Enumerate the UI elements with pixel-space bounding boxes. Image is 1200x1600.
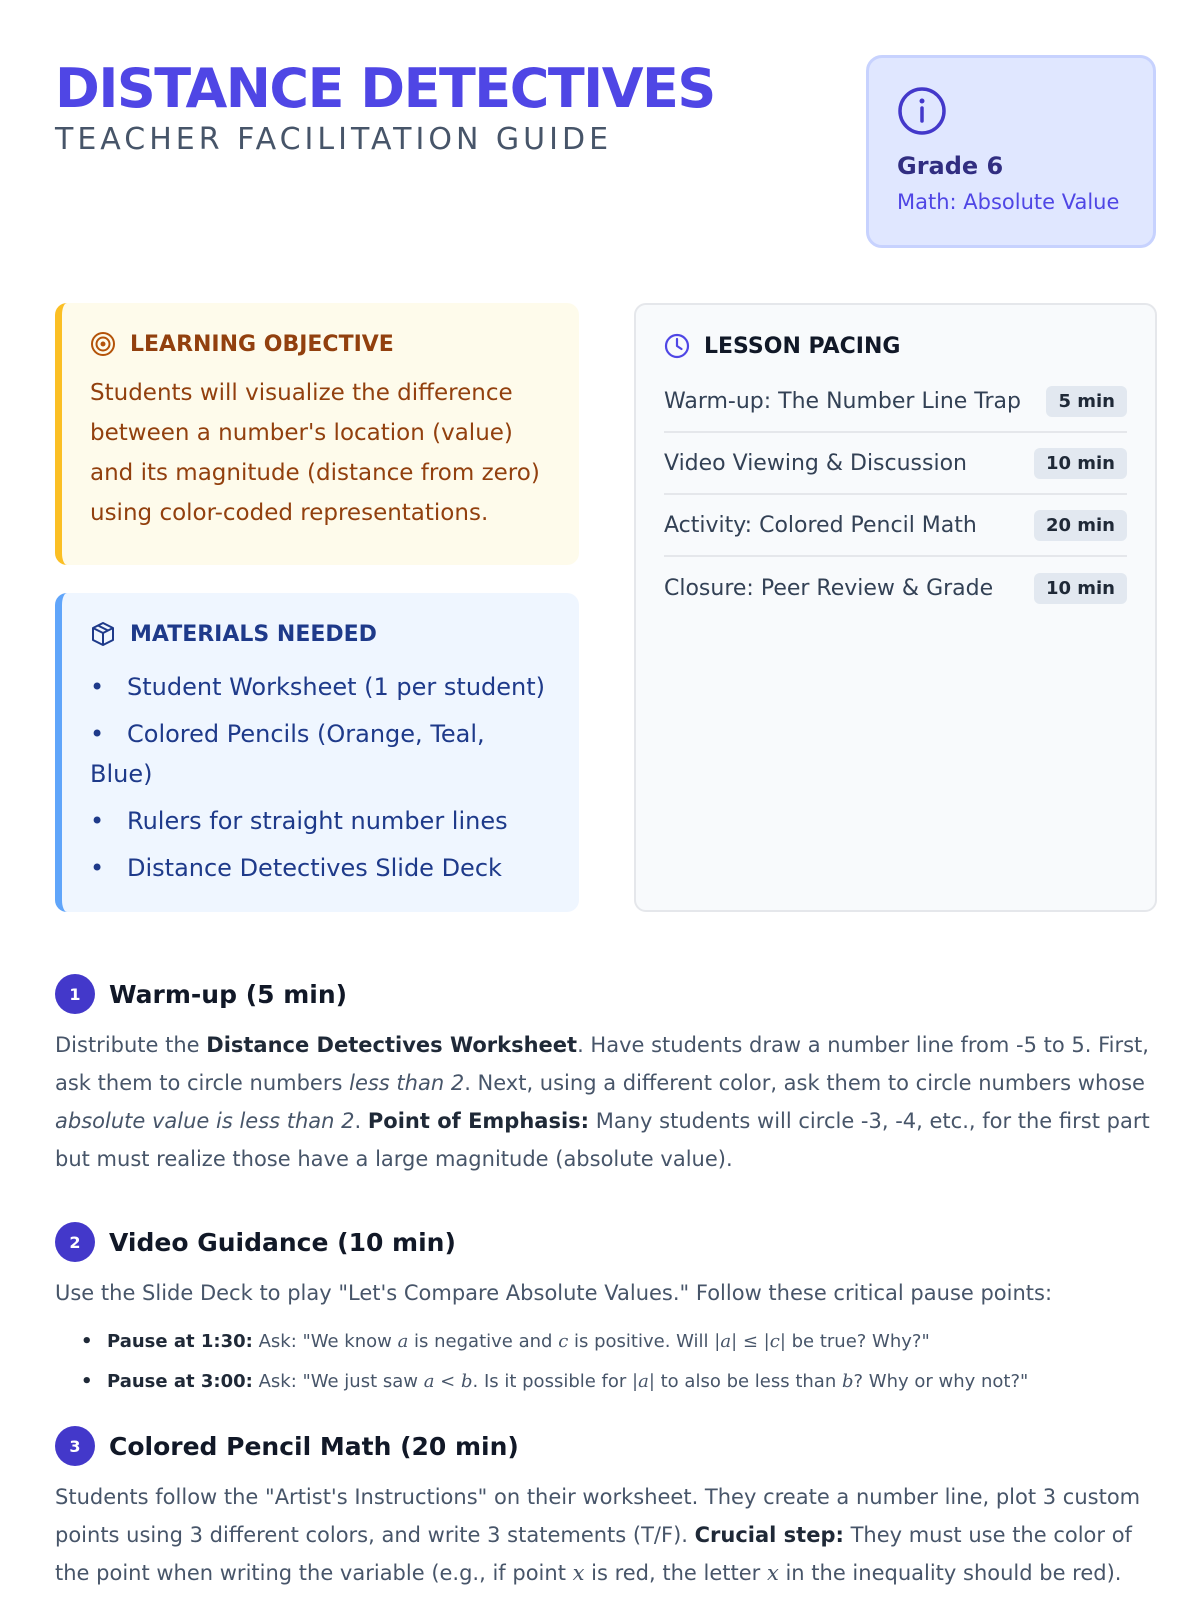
section-warm-up (55, 974, 1155, 1178)
list-item: • Distance Detectives Slide Deck (90, 854, 502, 882)
lesson-pacing-box (634, 303, 1157, 912)
pacing-label: Activity: Colored Pencil Math (664, 512, 977, 538)
grade-card (866, 55, 1156, 248)
grade-level: Grade 6 (897, 152, 1004, 180)
pacing-label: Warm-up: The Number Line Trap (664, 388, 1021, 414)
section-body: Students follow the "Artist's Instructions" on their worksheet. They create a number line, plot 3 custom points using 3 different colors, and write 3 statements (T/F). Crucial step: They must use the color of the point when writing the variable (e.g., if point x is red, the letter x in the inequality should be red). (55, 1485, 1141, 1585)
section-colored-pencil-math (55, 1426, 1155, 1592)
time-badge: 10 min (1034, 573, 1127, 604)
target-icon (90, 331, 116, 357)
list-item: • Student Worksheet (1 per student) (90, 673, 546, 701)
objective-text: Students will visualize the difference between a number's location (value) and its magnitude (distance from zero) using color-coded representations. (90, 380, 540, 526)
materials-heading (90, 621, 551, 647)
subject-label: Math: Absolute Value (897, 190, 1120, 214)
step-number-badge: 2 (55, 1222, 95, 1262)
section-heading (55, 1222, 1155, 1262)
info-icon (897, 86, 947, 136)
list-item: • Rulers for straight number lines (90, 807, 508, 835)
pause-points-list (55, 1322, 1155, 1402)
time-badge: 20 min (1034, 510, 1127, 541)
page-title: DISTANCE DETECTIVES (55, 57, 715, 120)
clock-icon (664, 333, 690, 359)
section-body: Use the Slide Deck to play "Let's Compare Absolute Values." Follow these critical pause points: (55, 1281, 1053, 1305)
pacing-title: LESSON PACING (704, 333, 901, 359)
list-item: • Pause at 3:00: Ask: "We just saw a < b. Is it possible for |a| to also be less than b? Why or why not?" (81, 1371, 1029, 1392)
section-title: Warm-up (5 min) (109, 979, 348, 1009)
step-number-badge: 3 (55, 1426, 95, 1466)
pacing-row (664, 433, 1127, 495)
page-header (55, 58, 715, 157)
section-heading (55, 1426, 1155, 1466)
time-badge: 10 min (1034, 448, 1127, 479)
step-number-badge: 1 (55, 974, 95, 1014)
time-badge: 5 min (1046, 386, 1127, 417)
section-heading (55, 974, 1155, 1014)
objective-title: LEARNING OBJECTIVE (130, 331, 394, 357)
learning-objective-box (55, 303, 579, 565)
pacing-row (664, 557, 1127, 619)
section-title: Video Guidance (10 min) (109, 1227, 456, 1257)
section-title: Colored Pencil Math (20 min) (109, 1431, 519, 1461)
list-item: • Pause at 1:30: Ask: "We know a is negative and c is positive. Will |a| ≤ |c| be true? Why?" (81, 1331, 930, 1352)
pacing-label: Video Viewing & Discussion (664, 450, 967, 476)
pacing-row (664, 495, 1127, 557)
section-video-guidance (55, 1222, 1155, 1402)
pacing-heading (664, 333, 1127, 359)
materials-list (90, 667, 551, 888)
pacing-row (664, 371, 1127, 433)
pacing-label: Closure: Peer Review & Grade (664, 575, 994, 601)
materials-box (55, 593, 579, 912)
list-item: • Colored Pencils (Orange, Teal, Blue) (90, 720, 485, 788)
section-body: Distribute the Distance Detectives Worksheet. Have students draw a number line from -5 to 5. First, ask them to circle numbers less than 2. Next, using a different color, ask them to circle numbers whose absolute value is less than 2. Point of Emphasis: Many students will circle -3, -4, etc., for the first part but must realize those have a large magnitude (absolute value). (55, 1033, 1150, 1171)
materials-title: MATERIALS NEEDED (130, 621, 377, 647)
pacing-list (664, 371, 1127, 619)
objective-heading (90, 331, 551, 357)
box-icon (90, 621, 116, 647)
page-subtitle: TEACHER FACILITATION GUIDE (55, 122, 613, 157)
